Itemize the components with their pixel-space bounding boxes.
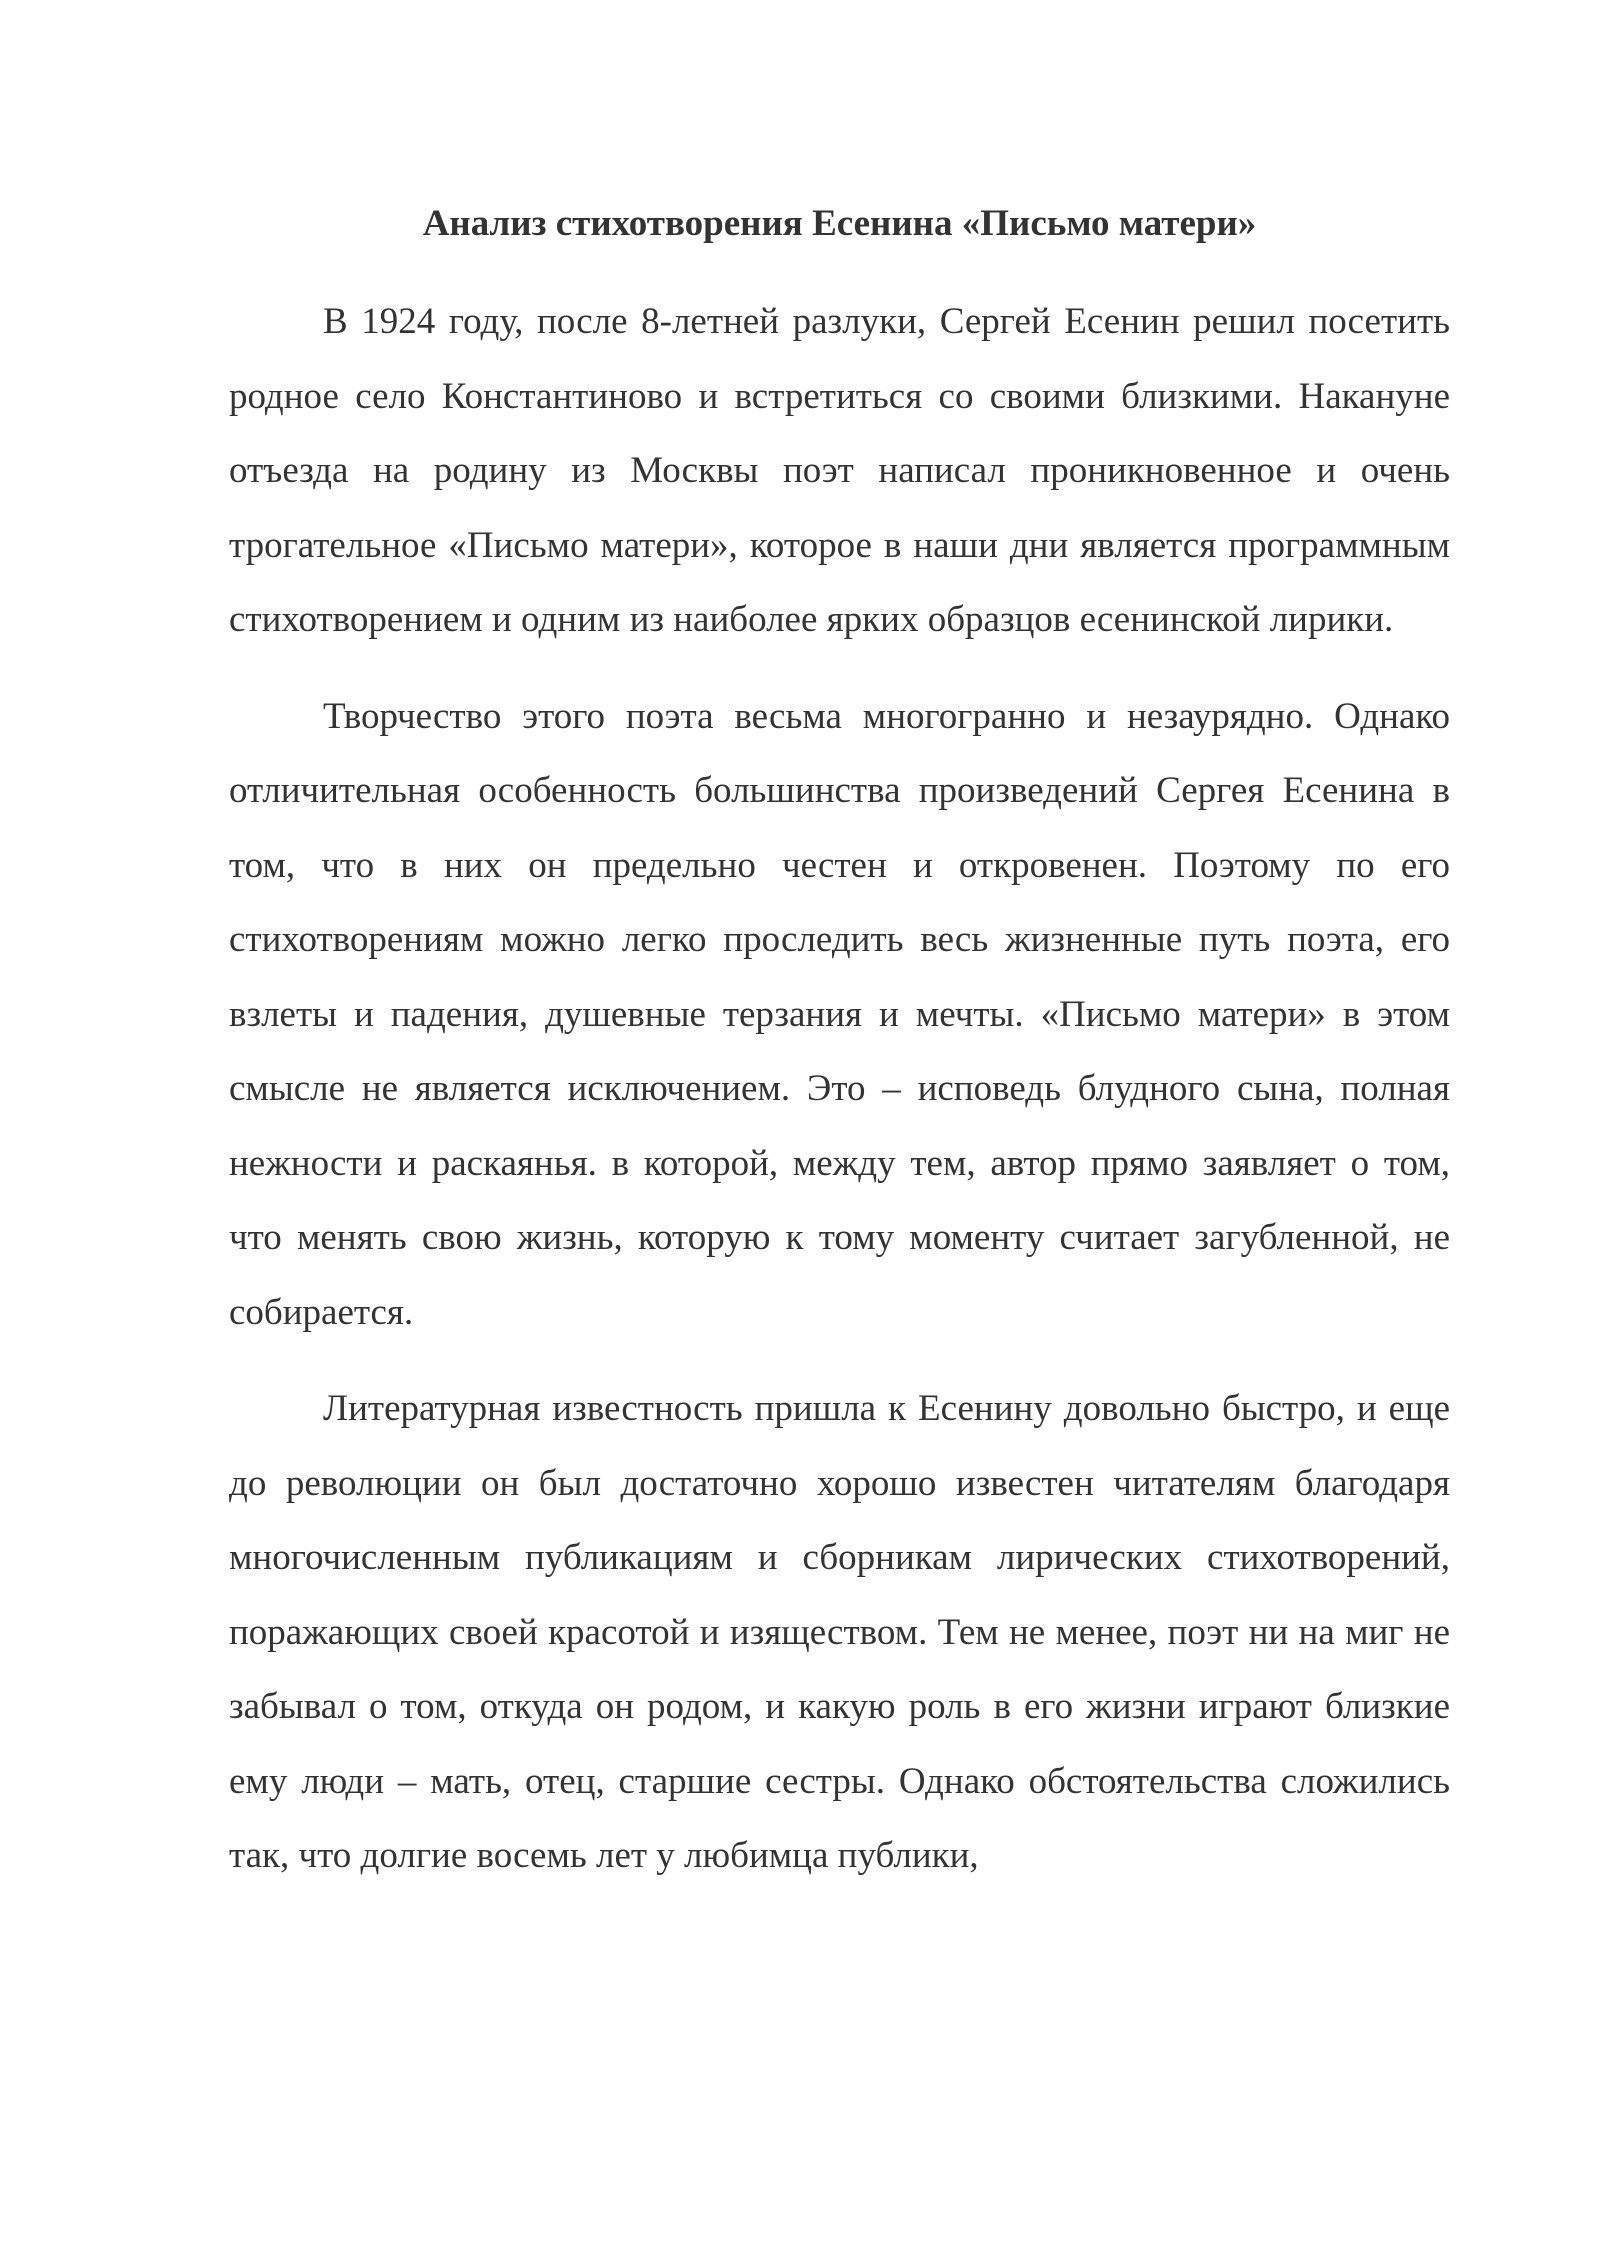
paragraph-2: Творчество этого поэта весьма многогранно и незаурядно. Однако отличительная особенность большинства произведений Сергея Есенина в том, что в них он предельно честен и откровенен. Поэтому по его стихотворениям можно легко проследить весь жизненные путь поэта, его взлеты и падения, душевные терзания и мечты. «Письмо матери» в этом смысле не является исключением. Это – исповедь блудного сына, полная нежности и раскаянья. в которой, между тем, автор прямо заявляет о том, что менять свою жизнь, которую к тому моменту считает загубленной, не собирается. bbox=[229, 695, 1450, 1333]
paragraph-3: Литературная известность пришла к Есенину довольно быстро, и еще до революции он был достаточно хорошо известен читателям благодаря многочисленным публикациям и сборникам лирических стихотворений, поражающих своей красотой и изяществом. Тем не менее, поэт ни на миг не забывал о том, откуда он родом, и какую роль в его жизни играют близкие ему люди – мать, отец, старшие сестры. Однако обстоятельства сложились так, что долгие восемь лет у любимца публики, bbox=[229, 1388, 1450, 1876]
document-body bbox=[229, 196, 1450, 1916]
paragraph-1: В 1924 году, после 8-летней разлуки, Сергей Есенин решил посетить родное село Константиново и встретиться со своими близкими. Накануне отъезда на родину из Москвы поэт написал проникновенное и очень трогательное «Письмо матери», которое в наши дни является программным стихотворением и одним из наиболее ярких образцов есенинской лирики. bbox=[229, 301, 1450, 640]
document-title: Анализ стихотворения Есенина «Письмо матери» bbox=[422, 203, 1257, 244]
